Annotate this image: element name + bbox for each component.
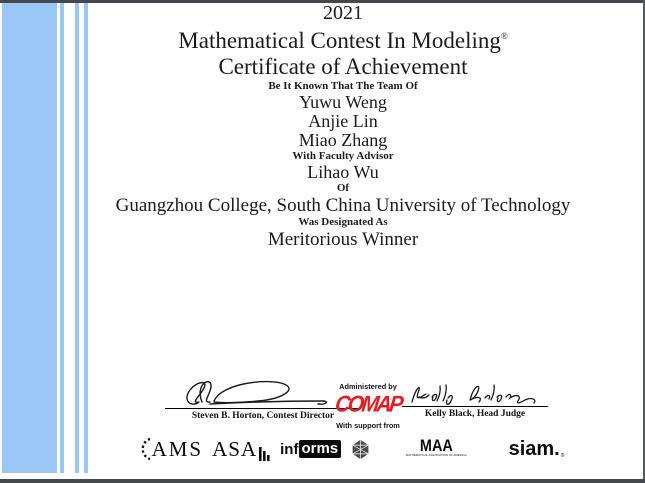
team-member-name: Yuwu Weng [299,92,387,112]
ams-logo-text: AMS [151,436,204,461]
certificate-year: 2021 [323,2,363,24]
of-label: Of [336,182,350,194]
maa-text-column [373,438,499,460]
signature-line [402,406,548,407]
informs-logo [280,440,341,458]
left-decorative-band [2,3,57,473]
sponsor-logos-row [151,436,565,462]
left-decorative-stripe [75,3,79,473]
team-member-name: Anjie Lin [308,111,378,131]
maa-logo-subtext: MATHEMATICAL ASSOCIATION OF AMERICA [406,454,467,457]
siam-logo [509,438,565,461]
with-support-from-label: With support from [336,421,400,430]
team-intro-label: Be It Known That The Team Of [268,80,418,92]
administered-by-label: Administered by [339,382,397,391]
comap-logo: COMAP [333,392,403,417]
designation-label: Was Designated As [298,216,388,228]
advisor-label: With Faculty Advisor [292,150,394,162]
maa-icosahedron-icon [350,439,371,460]
certificate-subtitle: Certificate of Achievement [218,54,468,79]
certificate-body [95,3,591,250]
head-judge-signature-scribble [404,380,546,408]
team-member-name: Miao Zhang [298,130,388,150]
comap-block [321,382,415,430]
registered-trademark-mark: ® [500,31,508,41]
informs-logo-boxed-text: orms [299,440,341,458]
maa-logo-text: MAA [419,436,453,455]
ams-arc-icon [136,437,151,461]
informs-logo-prefix: inf [280,440,299,458]
designation-award: Meritorious Winner [267,229,419,250]
left-decorative-stripe [84,3,88,473]
head-judge-caption: Kelly Black, Head Judge [424,409,526,419]
siam-registered-mark: ® [560,452,565,459]
asa-bars-icon [259,444,271,461]
asa-logo-text: ASA [212,436,258,461]
window-bottom-border [0,479,645,483]
advisor-name: Lihao Wu [307,162,379,182]
certificate-title-text: Mathematical Contest In Modeling [178,28,501,53]
certificate-title [95,23,591,54]
siam-logo-text: siam. [508,437,560,460]
maa-logo [350,438,499,460]
ams-logo [136,437,204,462]
asa-logo [212,437,271,462]
contest-director-caption: Steven B. Horton, Contest Director [191,411,335,421]
head-judge-signature-block [402,380,548,420]
institution-name: Guangzhou College, South China University of Technology [115,195,571,216]
left-decorative-stripe [60,3,64,473]
